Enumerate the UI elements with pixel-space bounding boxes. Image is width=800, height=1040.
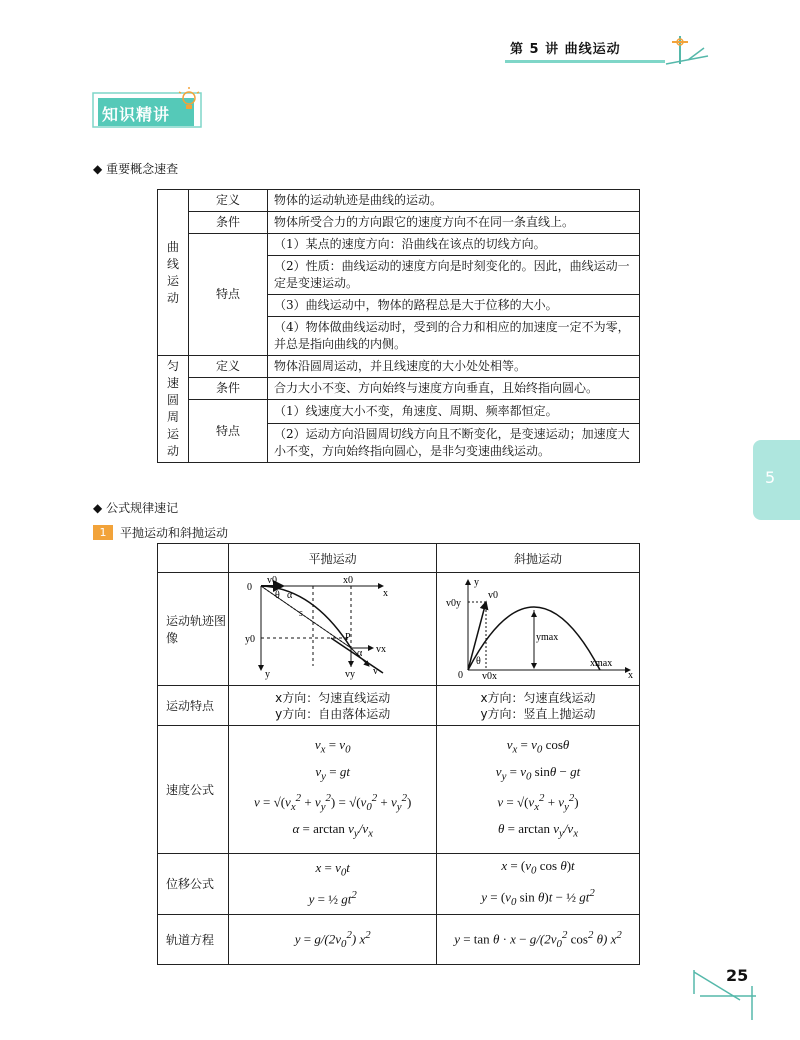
- label-theta: θ: [274, 590, 280, 601]
- row-label: 特点: [189, 234, 268, 356]
- row-text: （1）某点的速度方向：沿曲线在该点的切线方向。: [268, 234, 640, 256]
- label-origin: 0: [246, 582, 252, 593]
- label-p: P: [344, 632, 351, 643]
- oblique-trajectory-equation: $y = \tan \theta \cdot x - g/(2v_0^2$ $\cos^2 \theta$) $x^2$: [437, 914, 640, 964]
- row-text: 物体沿圆周运动，并且线速度的大小处处相等。: [268, 356, 640, 378]
- flat-trajectory-diagram: [229, 573, 437, 686]
- label-s: s: [298, 608, 303, 619]
- label-y-axis: y: [264, 669, 270, 680]
- row-text: 合力大小不变、方向始终与速度方向垂直，且始终指向圆心。: [268, 378, 640, 400]
- section-heading-formulas: [93, 499, 178, 516]
- label-v0y: v0y: [446, 598, 461, 609]
- row-label-velocity: 速度公式: [158, 726, 229, 854]
- row-text: 物体的运动轨迹是曲线的运动。: [268, 190, 640, 212]
- label-y-axis: y: [474, 577, 479, 588]
- label-theta: θ: [476, 656, 481, 667]
- label-ymax: ymax: [536, 632, 559, 643]
- row-label-graph: 运动轨迹图像: [158, 573, 229, 686]
- row-label-trajectory: 轨道方程: [158, 914, 229, 964]
- label-alpha-top: α: [286, 590, 292, 601]
- row-label-feature: 运动特点: [158, 686, 229, 726]
- side-tab-number: 5: [765, 468, 776, 487]
- chapter-side-tab: [753, 440, 800, 520]
- corner-cell: [158, 544, 229, 573]
- row-text: （3）曲线运动中，物体的路程总是大于位移的大小。: [268, 295, 640, 317]
- label-v: v: [372, 666, 378, 677]
- group-cell-circle: 匀速圆周运动: [158, 356, 189, 463]
- row-text: （4）物体做曲线运动时，受到的合力和相应的加速度一定不为零，并总是指向曲线的内侧。: [268, 317, 640, 356]
- label-x-axis: x: [382, 588, 388, 599]
- formula-table: [157, 543, 640, 965]
- flat-displacement-formulas: $x = v_0t$ y = ½ $gt^2$: [229, 854, 437, 915]
- label-origin: 0: [458, 670, 463, 680]
- label-v0x: v0x: [482, 671, 497, 680]
- oblique-throw-graph: [438, 574, 638, 680]
- page-number: 25: [726, 966, 749, 985]
- label-y0: y0: [244, 634, 255, 645]
- oblique-velocity-formulas: $v_x = v_0$ cosθ $v_y = v_0$ sinθ − gt $v = √(v_x^2 + v_y^2)$ $\theta = \arctan v_y/v_x$: [437, 726, 640, 854]
- group-cell-curve: 曲线运动: [158, 190, 189, 356]
- row-label: 条件: [189, 378, 268, 400]
- row-label: 条件: [189, 212, 268, 234]
- diamond-bullet-icon: ◆: [93, 162, 103, 176]
- label-xmax: xmax: [590, 658, 613, 669]
- flat-velocity-formulas: $v_x = v_0$ $v_y$ = gt $v = √(v_x^2 + v_y^2) = √(v_0^2 + v_y^2)$ $\alpha = \arctan v_y/v_x$: [229, 726, 437, 854]
- section-title: 重要概念速查: [106, 162, 179, 176]
- section-heading-concepts: [93, 160, 178, 177]
- row-label: 定义: [189, 356, 268, 378]
- flat-feature-cell: x方向：匀速直线运动 y方向：自由落体运动: [229, 686, 437, 726]
- oblique-displacement-formulas: $x = (v_0$ cos θ)t $y = (v_0$ sin θ)t − ½ $gt^2$: [437, 854, 640, 915]
- label-v0: v0: [488, 590, 498, 601]
- label-vx: vx: [375, 644, 386, 655]
- subsection-number: 1: [93, 525, 113, 540]
- subsection-title: 平抛运动和斜抛运动: [120, 526, 229, 540]
- row-text: （1）线速度大小不变，角速度、周期、频率都恒定。: [268, 400, 640, 424]
- section-title: 公式规律速记: [106, 501, 179, 515]
- corner-decoration-icon: [690, 964, 760, 1024]
- label-v0: v0: [266, 575, 277, 586]
- diamond-bullet-icon: ◆: [93, 501, 103, 515]
- chapter-title: 第 5 讲 曲线运动: [510, 42, 621, 57]
- flat-trajectory-equation: $y = g/(2v_0^2)$ $x^2$: [229, 914, 437, 964]
- col-header-oblique: 斜抛运动: [437, 544, 640, 573]
- concept-table: [157, 189, 640, 463]
- col-header-flat: 平抛运动: [229, 544, 437, 573]
- label-alpha: α: [356, 648, 362, 659]
- row-label: 定义: [189, 190, 268, 212]
- oblique-feature-cell: x方向：匀速直线运动 y方向：竖直上抛运动: [437, 686, 640, 726]
- row-label: 特点: [189, 400, 268, 463]
- row-text: （2）运动方向沿圆周切线方向且不断变化，是变速运动；加速度大小不变，方向始终指向圆心，是非匀变速曲线运动。: [268, 424, 640, 463]
- lightbulb-icon: [176, 86, 202, 112]
- row-text: （2）性质：曲线运动的速度方向是时刻变化的。因此，曲线运动一定是变速运动。: [268, 256, 640, 295]
- row-label-displacement: 位移公式: [158, 854, 229, 915]
- label-x-axis: x: [628, 670, 633, 680]
- label-x0: x0: [342, 575, 353, 586]
- section-banner-title: 知识精讲: [102, 105, 171, 124]
- flat-throw-graph: [233, 574, 433, 680]
- label-vy: vy: [344, 669, 355, 680]
- oblique-trajectory-diagram: [437, 573, 640, 686]
- row-text: 物体所受合力的方向跟它的速度方向不在同一条直线上。: [268, 212, 640, 234]
- windmill-icon: [664, 30, 710, 68]
- header-rule: [505, 60, 665, 63]
